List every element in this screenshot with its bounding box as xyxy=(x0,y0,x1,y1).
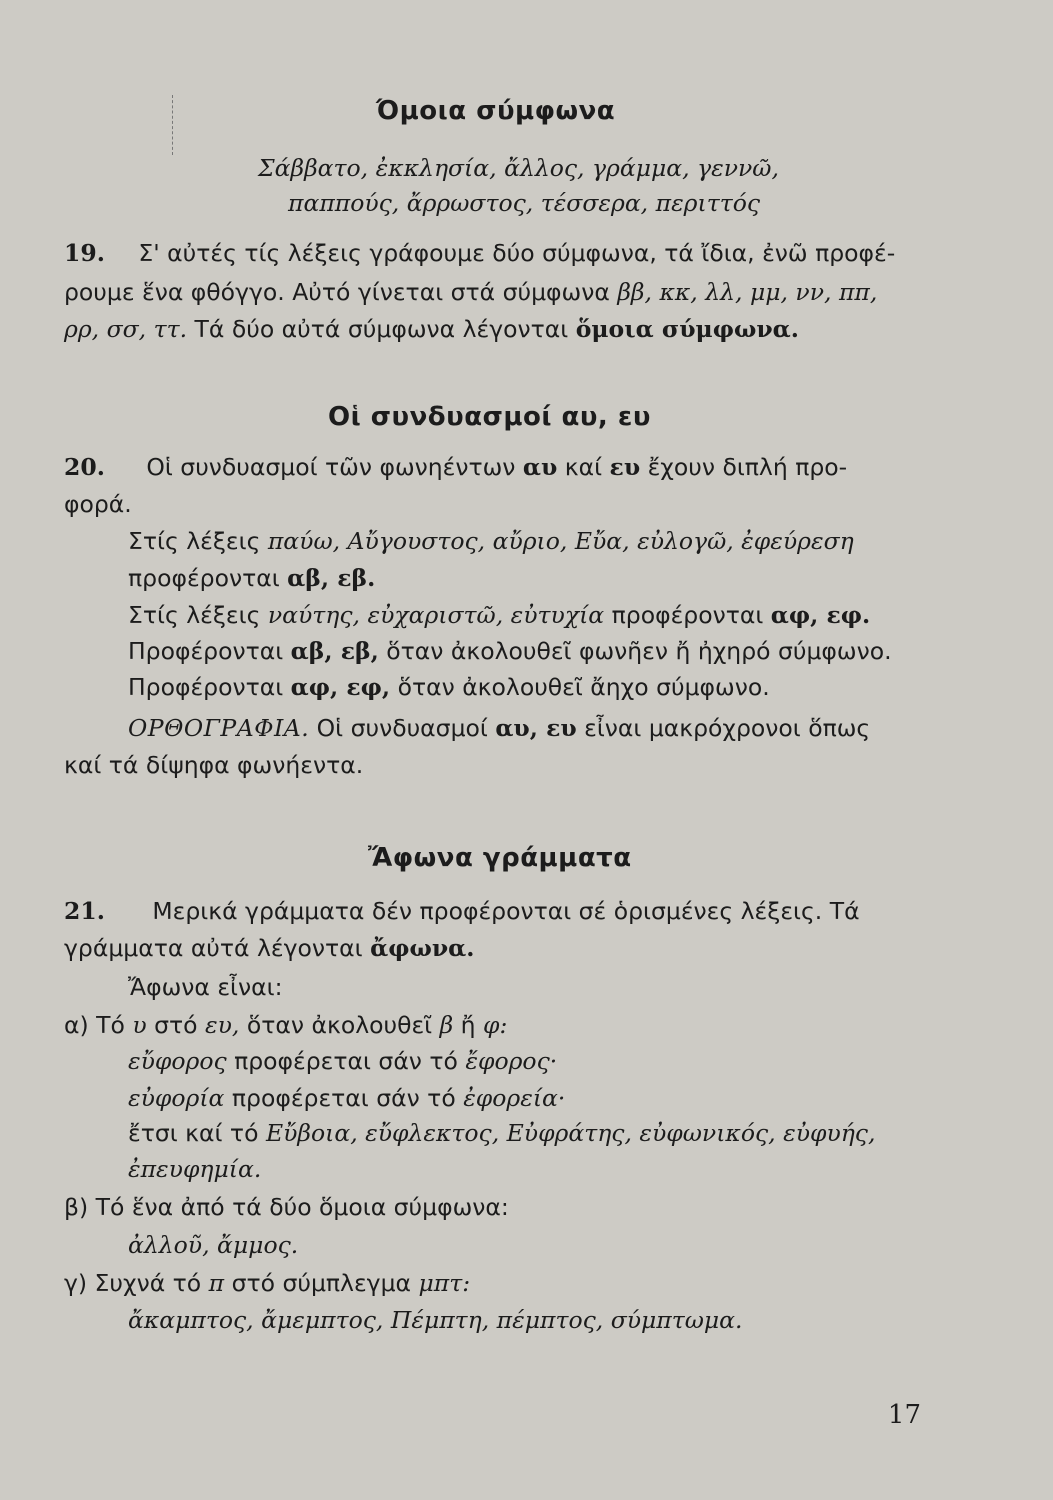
italic-text: ἐφορεία· xyxy=(463,1084,566,1112)
paragraph-text: Στίς λέξεις xyxy=(128,601,268,629)
line-words-2 xyxy=(128,601,871,629)
paragraph-20-line-1 xyxy=(64,453,848,481)
item-a-line-1 xyxy=(64,1011,508,1039)
italic-text: ναύτης, εὐχαριστῶ, εὐτυχία xyxy=(267,601,605,629)
paragraph-text: γράμματα αὐτά λέγονται xyxy=(64,934,371,962)
examples-line-2: παππούς, ἄρρωστος, τέσσερα, περιττός xyxy=(288,189,761,217)
paragraph-text: ὅταν ἀκολουθεῖ ἄηχο σύμφωνο. xyxy=(390,673,770,701)
item-c-line-1 xyxy=(64,1269,471,1297)
italic-caps-term: ΟΡΘΟΓΡΑΦΙΑ. xyxy=(128,714,310,742)
paragraph-text: στό σύμπλεγμα xyxy=(224,1269,419,1297)
italic-text: ββ, κκ, λλ, μμ, νν, ππ, xyxy=(617,278,878,306)
paragraph-text: Οἱ συνδυασμοί τῶν φωνηέντων xyxy=(146,453,523,481)
paragraph-text: Στίς λέξεις xyxy=(128,527,268,555)
section-title-similar-consonants: Όμοια σύμφωνα xyxy=(376,96,616,126)
paragraph-text: ἤ xyxy=(453,1011,484,1039)
italic-text: ρρ, σσ, ττ. xyxy=(64,315,188,343)
paragraph-text: προφέρονται xyxy=(128,564,288,592)
item-a-line-2 xyxy=(128,1047,558,1075)
bold-term: αβ, εβ. xyxy=(287,564,376,592)
paragraph-19-line-3 xyxy=(64,315,799,343)
section-title-silent-letters: Ἄφωνα γράμματα xyxy=(368,843,632,873)
paragraph-20-line-2: φορά. xyxy=(64,490,132,518)
bold-term: αφ, εφ. xyxy=(770,601,871,629)
paragraph-text: ρουμε ἕνα φθόγγο. Αὐτό γίνεται στά σύμφωνα xyxy=(64,278,618,306)
paragraph-text: α) Τό xyxy=(64,1011,133,1039)
bold-term: αυ xyxy=(522,453,558,481)
paragraph-text: προφέρονται xyxy=(604,601,771,629)
italic-text: παύω, Αὔγουστος, αὔριο, Εὔα, εὐλογῶ, ἐφεύρεση xyxy=(267,527,854,555)
bold-term: αβ, εβ, xyxy=(290,637,379,665)
paragraph-text: Οἱ συνδυασμοί xyxy=(309,714,496,742)
paragraph-text: ὅταν ἀκολουθεῖ xyxy=(239,1011,440,1039)
item-a-line-4 xyxy=(128,1119,876,1147)
paragraph-text: ἔχουν διπλή προ- xyxy=(640,453,848,481)
line-words-1 xyxy=(128,527,854,555)
paragraph-text: γ) Συχνά τό xyxy=(64,1269,209,1297)
paragraph-text: προφέρεται σάν τό xyxy=(224,1084,464,1112)
line-orthography xyxy=(128,714,871,742)
paragraph-21-line-1 xyxy=(64,897,860,925)
paragraph-text: καί xyxy=(557,453,610,481)
paragraph-number: 19. xyxy=(64,239,105,267)
line-rule-voiceless xyxy=(128,673,770,701)
line-orthography-2: καί τά δίψηφα φωνήεντα. xyxy=(64,751,364,779)
bold-term: ευ xyxy=(609,453,641,481)
paragraph-number: 20. xyxy=(64,453,105,481)
item-b-line-2: ἀλλοῦ, ἄμμος. xyxy=(128,1231,299,1259)
italic-text: υ xyxy=(132,1011,147,1039)
line-pronounced-1 xyxy=(128,564,376,592)
paragraph-19-line-2 xyxy=(64,278,878,306)
bold-term: αυ, ευ xyxy=(495,714,577,742)
paragraph-text: ὅταν ἀκολουθεῖ φωνῆεν ἤ ἠχηρό σύμφωνο. xyxy=(378,637,892,665)
paragraph-19-line-1 xyxy=(64,239,896,267)
italic-text: π xyxy=(208,1269,225,1297)
item-b-line-1: β) Τό ἕνα ἀπό τά δύο ὅμοια σύμφωνα: xyxy=(64,1193,509,1221)
italic-text: β xyxy=(439,1011,454,1039)
examples-line-1: Σάββατο, ἐκκλησία, ἄλλος, γράμμα, γεννῶ, xyxy=(258,154,779,182)
paragraph-text: ἔτσι καί τό xyxy=(128,1119,266,1147)
item-c-line-2: ἄκαμπτος, ἄμεμπτος, Πέμπτη, πέμπτος, σύμπτωμα. xyxy=(128,1306,743,1334)
line-silent-are: Ἄφωνα εἶναι: xyxy=(128,973,283,1001)
paragraph-text: Προφέρονται xyxy=(128,673,291,701)
margin-mark xyxy=(172,95,174,155)
paragraph-text: Προφέρονται xyxy=(128,637,291,665)
page-number: 17 xyxy=(887,1400,921,1430)
item-a-line-5: ἐπευφημία. xyxy=(128,1155,262,1183)
italic-text: μπτ: xyxy=(418,1269,471,1297)
paragraph-text: Μερικά γράμματα δέν προφέρονται σέ ὁρισμένες λέξεις. Τά xyxy=(152,897,860,925)
paragraph-text: Τά δύο αὐτά σύμφωνα λέγονται xyxy=(187,315,576,343)
section-title-combinations: Οἱ συνδυασμοί αυ, ευ xyxy=(328,402,651,432)
italic-text: εὔφορος xyxy=(128,1047,227,1075)
paragraph-text: Σ' αὐτές τίς λέξεις γράφουμε δύο σύμφωνα, τά ἴδια, ἐνῶ προφέ- xyxy=(138,239,896,267)
paragraph-21-line-2 xyxy=(64,934,475,962)
bold-term: αφ, εφ, xyxy=(290,673,391,701)
item-a-line-3 xyxy=(128,1084,566,1112)
paragraph-text: στό xyxy=(146,1011,206,1039)
bold-term: ὅμοια σύμφωνα. xyxy=(575,315,799,343)
italic-text: ευ, xyxy=(205,1011,240,1039)
italic-text: φ: xyxy=(483,1011,508,1039)
paragraph-text: εἶναι μακρόχρονοι ὅπως xyxy=(576,714,871,742)
paragraph-number: 21. xyxy=(64,897,105,925)
line-rule-voiced xyxy=(128,637,892,665)
italic-text: εὐφορία xyxy=(128,1084,225,1112)
paragraph-text: προφέρεται σάν τό xyxy=(226,1047,466,1075)
bold-term: ἄφωνα. xyxy=(370,934,475,962)
italic-text: ἔφορος· xyxy=(465,1047,558,1075)
italic-text: Εὔβοια, εὔφλεκτος, Εὐφράτης, εὐφωνικός, εὐφυής, xyxy=(265,1119,876,1147)
